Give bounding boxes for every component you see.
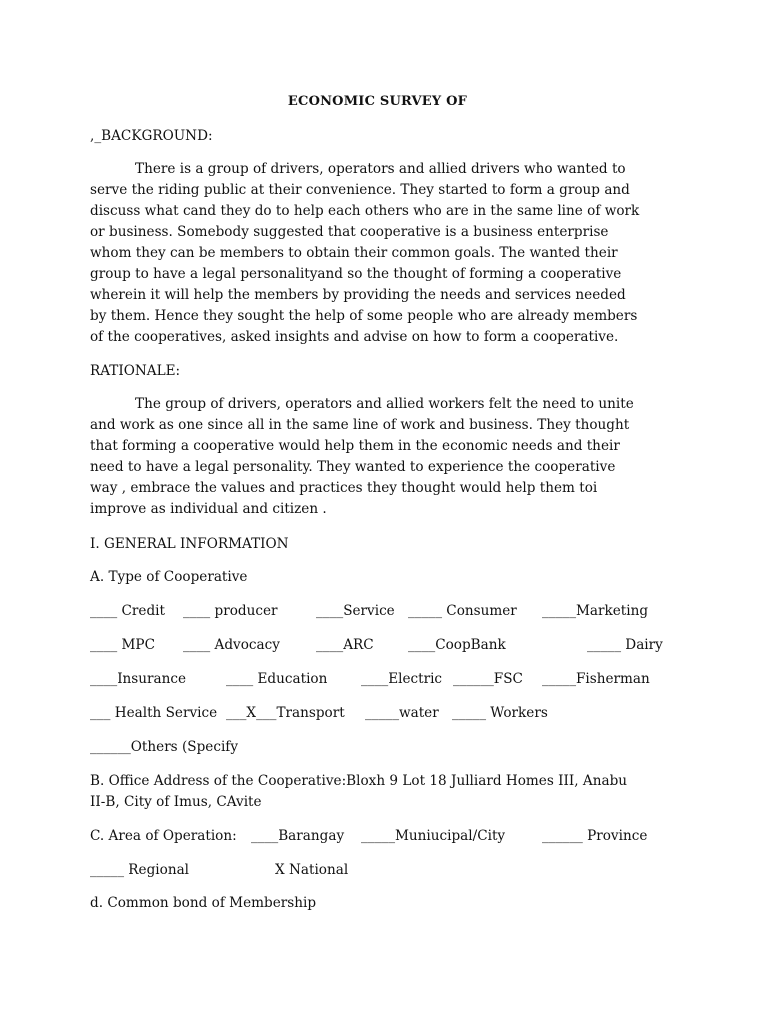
background-line: by them. Hence they sought the help of some people who are already members [90,308,638,324]
option-others: ______Others (Specify [90,739,239,755]
rationale-line: that forming a cooperative would help them in the economic needs and their [90,438,620,454]
option-dairy: _____ Dairy [587,637,663,653]
area-row-1 [90,828,690,848]
option-fisherman: _____Fisherman [542,671,650,687]
background-line: There is a group of drivers, operators and allied drivers who wanted to [135,161,626,177]
area-barangay: ____Barangay [251,828,345,844]
area-national: X National [275,862,349,878]
office-address [90,771,627,813]
rationale-line: need to have a legal personality. They wanted to experience the cooperative [90,459,616,475]
option-producer: ____ producer [183,603,278,619]
option-mpc: ____ MPC [90,637,155,653]
area-heading: C. Area of Operation: [90,828,237,844]
background-heading: ,_BACKGROUND: [90,128,213,144]
background-paragraph [90,159,690,348]
background-line: wherein it will help the members by providing the needs and services needed [90,287,626,303]
option-water: _____water [365,705,439,721]
option-health-service: ___ Health Service [90,705,218,721]
option-education: ____ Education [226,671,328,687]
type-row-4 [90,705,690,725]
option-coopbank: ____CoopBank [408,637,506,653]
rationale-line: way , embrace the values and practices they thought would help them toi [90,480,598,496]
option-workers: _____ Workers [452,705,548,721]
option-service: ____Service [316,603,395,619]
background-line: serve the riding public at their convenience. They started to form a group and [90,182,630,198]
type-row-1 [90,603,690,623]
option-fsc: ______FSC [453,671,523,687]
background-line: whom they can be members to obtain their common goals. The wanted their [90,245,618,261]
background-line: or business. Somebody suggested that cooperative is a business enterprise [90,224,609,240]
option-transport: ___X___Transport [226,705,345,721]
option-credit: ____ Credit [90,603,165,619]
type-of-cooperative-heading: A. Type of Cooperative [90,569,248,585]
area-regional: _____ Regional [90,862,190,878]
type-row-5 [90,739,690,759]
area-row-2 [90,862,690,882]
document-title: ECONOMIC SURVEY OF [287,94,468,109]
type-row-2 [90,637,690,657]
rationale-line: The group of drivers, operators and allied workers felt the need to unite [135,396,634,412]
option-insurance: ____Insurance [90,671,187,687]
area-province: ______ Province [542,828,648,844]
option-marketing: _____Marketing [542,603,649,619]
option-consumer: _____ Consumer [408,603,517,619]
background-line: discuss what cand they do to help each others who are in the same line of work [90,203,640,219]
common-bond-heading: d. Common bond of Membership [90,895,317,911]
rationale-line: and work as one since all in the same line of work and business. They thought [90,417,630,433]
rationale-heading: RATIONALE: [90,363,181,379]
option-advocacy: ____ Advocacy [183,637,280,653]
office-address-line: B. Office Address of the Cooperative:Bloxh 9 Lot 18 Julliard Homes III, Anabu [90,773,628,789]
background-line: of the cooperatives, asked insights and advise on how to form a cooperative. [90,329,619,345]
office-address-line: II-B, City of Imus, CAvite [90,794,262,810]
rationale-paragraph [90,394,690,520]
area-municipal-city: _____Muniucipal/City [361,828,506,844]
type-row-3 [90,671,690,691]
option-electric: ____Electric [361,671,443,687]
background-line: group to have a legal personalityand so the thought of forming a cooperative [90,266,622,282]
option-arc: ____ARC [316,637,374,653]
rationale-line: improve as individual and citizen . [90,501,327,517]
general-info-heading: I. GENERAL INFORMATION [90,536,289,552]
